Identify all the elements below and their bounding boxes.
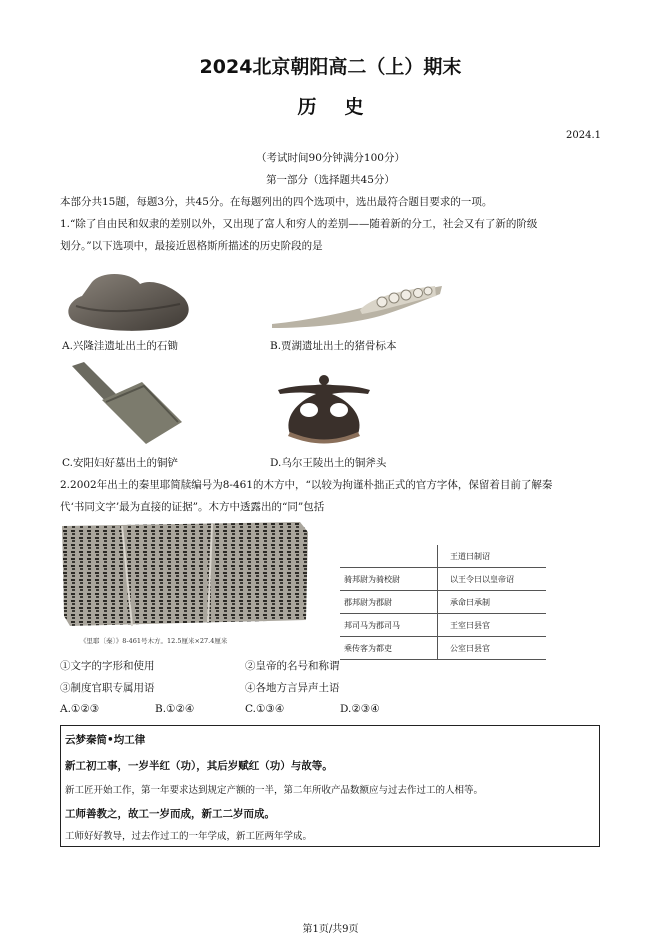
table-row: [340, 614, 546, 637]
q1-option-c: C.安阳妇好墓出土的铜铲: [62, 457, 178, 469]
source-line-4: 工师好好教导，过去作过工的一年学成，新工匠两年学成。: [65, 831, 313, 842]
table-cell: 以王令曰以皇帝诏: [438, 568, 547, 591]
table-cell: 骑邦尉为骑校尉: [340, 568, 438, 591]
q2-item-2: ②皇帝的名号和称谓: [245, 660, 340, 672]
q2-choice-d: D.②③④: [340, 703, 380, 715]
q2-item-3: ③制度官职专属用语: [60, 682, 155, 694]
wooden-slip-image: [62, 522, 312, 634]
exam-date: 2024.1: [566, 130, 601, 141]
source-box: [60, 725, 600, 847]
table-row: [340, 545, 546, 568]
table-cell: 邦司马为郡司马: [340, 614, 438, 637]
q1-stem-line2: 划分。”以下选项中，最接近恩格斯所描述的历史阶段的是: [60, 240, 323, 252]
subject-title: 历史: [297, 96, 392, 118]
table-cell: [340, 545, 438, 568]
q2-item-4: ④各地方言异声土语: [245, 682, 340, 694]
table-cell: 王道曰制诏: [438, 545, 547, 568]
bronze-axe-image: [274, 374, 374, 446]
q2-stem-line2: 代‘书同文字’最为直接的证据”。木方中透露出的“同”包括: [60, 501, 325, 513]
source-line-3: 工师善教之，故工一岁而成，新工二岁而成。: [65, 808, 275, 820]
exam-title: 2024北京朝阳高二（上）期末: [199, 56, 462, 78]
q2-item-1: ①文字的字形和使用: [60, 660, 155, 672]
q1-option-a: A.兴隆洼遗址出土的石锄: [62, 340, 178, 352]
table-row: [340, 591, 546, 614]
table-cell: 乘传客为都吏: [340, 637, 438, 660]
q1-option-b: B.贾湖遗址出土的猪骨标本: [270, 340, 397, 352]
source-box-title: 云梦秦简•均工律: [65, 734, 146, 746]
part-title: 第一部分（选择题共45分）: [266, 174, 395, 186]
table-cell: 承命曰承制: [438, 591, 547, 614]
q2-choice-b: B.①②④: [155, 703, 195, 715]
source-line-1: 新工初工事，一岁半红（功），其后岁赋红（功）与故等。: [65, 760, 333, 772]
exam-info: （考试时间90分钟满分100分）: [256, 152, 405, 164]
q2-choice-c: C.①③④: [245, 703, 285, 715]
table-cell: 公室曰县官: [438, 637, 547, 660]
q2-stem-line1: 2.2002年出土的秦里耶简牍编号为8-461的木方中，“以较为拘谨朴拙正式的官方字体，保留着目前了解秦: [60, 479, 553, 491]
part-instruction: 本部分共15题，每题3分，共45分。在每题列出的四个选项中，选出最符合题目要求的一项。: [60, 196, 493, 208]
source-line-2: 新工匠开始工作，第一年要求达到规定产额的一半，第二年所收产品数额应与过去作过工的人相等。: [65, 785, 484, 796]
q1-stem-line1: 1.“除了自由民和奴隶的差别以外，又出现了富人和穷人的差别——随着新的分工，社会又有了新的阶级: [60, 218, 538, 230]
table-row: [340, 568, 546, 591]
stone-hoe-image: [62, 264, 197, 334]
page-number: 第1页/共9页: [302, 924, 359, 935]
table-cell: 郡邦尉为郡尉: [340, 591, 438, 614]
bronze-spade-image: [62, 360, 187, 446]
q1-option-d: D.乌尔王陵出土的铜斧头: [270, 457, 387, 469]
table-cell: 王室曰县官: [438, 614, 547, 637]
table-row: [340, 637, 546, 660]
pig-bone-image: [270, 280, 445, 330]
transcription-table: [340, 545, 546, 660]
q2-choice-a: A.①②③: [60, 703, 100, 715]
slip-caption: 《里耶〔秦〕》8-461号木方。12.5厘米×27.4厘米: [80, 637, 228, 645]
